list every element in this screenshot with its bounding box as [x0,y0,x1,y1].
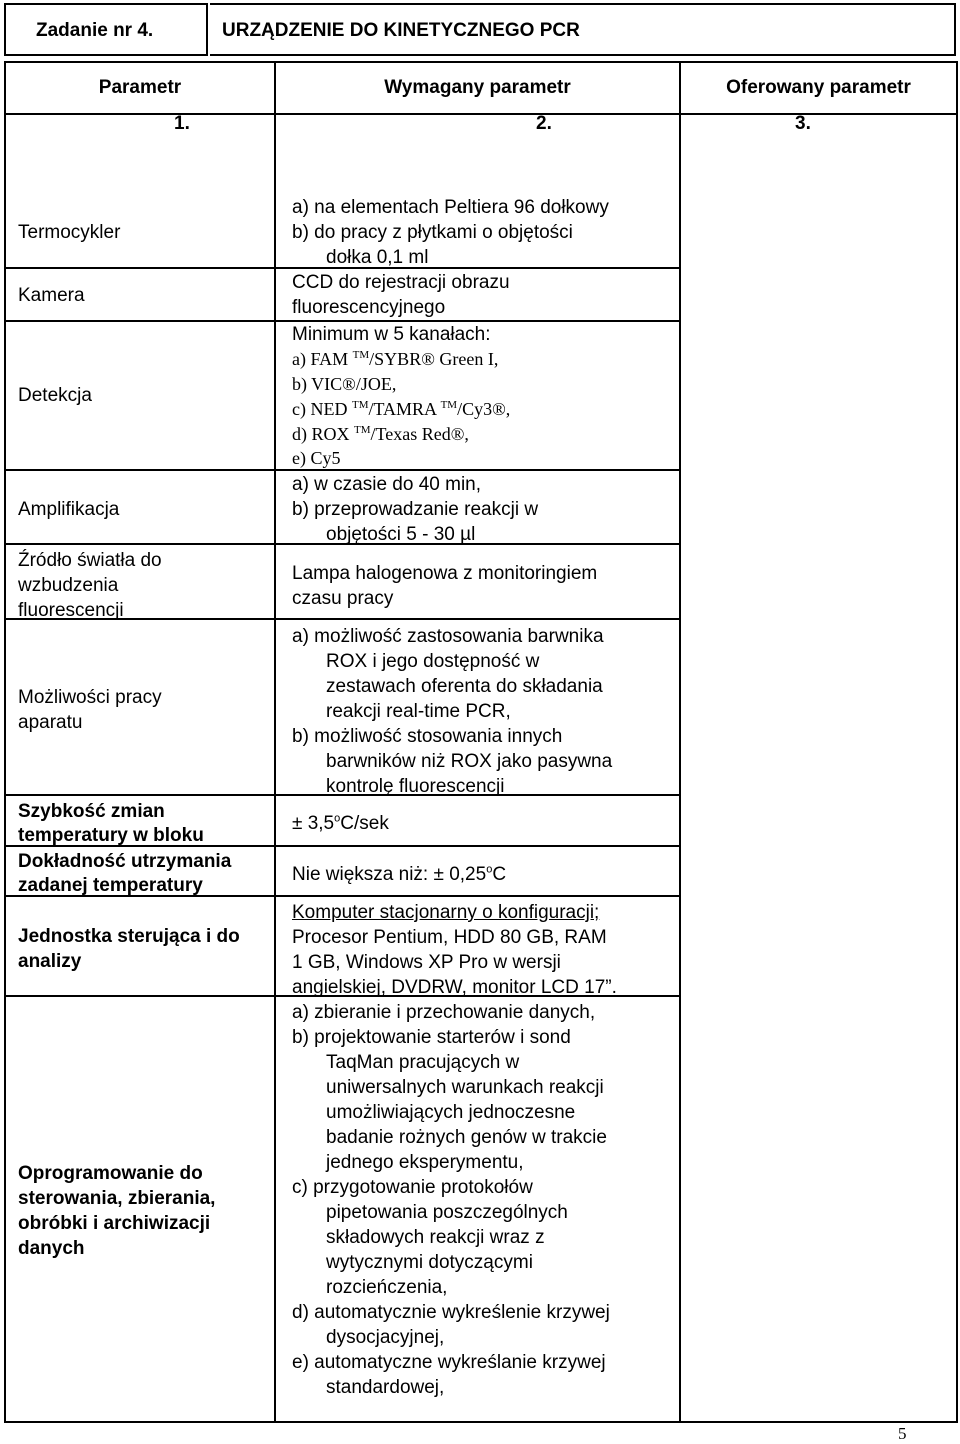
row-divider [276,618,679,620]
label-dokladnosc-1: Dokładność utrzymania [18,851,232,872]
row-divider [6,845,274,847]
page-number: 5 [898,1424,907,1443]
param-column [5,114,275,1422]
oprogramowanie-line-15: e) automatyczne wykreślanie krzywej [292,1352,606,1373]
zrodlo-line-2: czasu pracy [292,588,394,609]
col-param-header: Parametr [5,62,275,114]
row-divider [276,845,679,847]
row-divider [6,543,274,545]
detekcja-channel-e: e) Cy5 [292,448,341,468]
col-offered-header: Oferowany parametr [680,62,957,114]
oprogramowanie-line-10: składowych reakcji wraz z [326,1227,545,1248]
detekcja-channel-d: d) ROX ™/Texas Red®, [292,424,469,444]
row-divider [6,995,274,997]
mozliwosci-line-5: b) możliwość stosowania innych [292,726,563,747]
oprogramowanie-line-4: uniwersalnych warunkach reakcji [326,1077,604,1098]
label-szybkosc-1: Szybkość zmian [18,801,165,822]
kamera-line-2: fluorescencyjnego [292,297,446,318]
label-szybkosc-2: temperatury w bloku [18,825,204,846]
label-zrodlo-1: Źródło światła do [18,550,162,571]
col-number-1: 1. [174,113,190,134]
mozliwosci-line-6: barwników niż ROX jako pasywna [326,751,613,772]
row-divider [6,267,274,269]
amplifikacja-line-1: a) w czasie do 40 min, [292,474,482,495]
jednostka-line-2: 1 GB, Windows XP Pro w wersji [292,952,561,973]
oprogramowanie-line-13: d) automatycznie wykreślenie krzywej [292,1302,610,1323]
detekcja-channel-b: b) VIC®/JOE, [292,374,397,394]
mozliwosci-line-4: reakcji real-time PCR, [326,701,511,722]
dokladnosc-value: Nie większa niż: ± $0,25^oC$ [292,863,507,885]
oprogramowanie-line-9: pipetowania poszczególnych [326,1202,568,1223]
label-oprogramowanie-3: obróbki i archiwizacji [18,1213,211,1234]
oprogramowanie-line-5: umożliwiających jednoczesne [326,1102,576,1123]
label-amplifikacja: Amplifikacja [18,499,120,520]
task-number: Zadanie nr 4. [36,20,154,41]
col-required-header: Wymagany parametr [275,62,680,114]
spec-table [4,61,958,1423]
oprogramowanie-line-16: standardowej, [326,1377,445,1398]
label-oprogramowanie-4: danych [18,1238,85,1259]
detekcja-channel-a: a) FAM ™/SYBR® Green I, [292,349,499,369]
oprogramowanie-line-12: rozcieńczenia, [326,1277,448,1298]
oprogramowanie-line-8: c) przygotowanie protokołów [292,1177,533,1198]
label-dokladnosc-2: zadanej temperatury [18,875,203,896]
label-mozliwosci-2: aparatu [18,712,83,733]
oprogramowanie-line-2: b) projektowanie starterów i sond [292,1027,571,1048]
offered-column [680,114,957,1422]
label-mozliwosci-1: Możliwości pracy [18,687,162,708]
oprogramowanie-line-3: TaqMan pracujących w [326,1052,520,1073]
szybkosc-value: ± $3,5^oC$/sek [292,812,389,834]
jednostka-line-1: Procesor Pentium, HDD 80 GB, RAM [292,927,607,948]
col-number-3: 3. [795,113,811,134]
mozliwosci-line-3: zestawach oferenta do składania [326,676,603,697]
col-number-2: 2. [536,113,552,134]
termocykler-line-3: dołka 0,1 ml [326,247,429,268]
label-detekcja: Detekcja [18,385,92,406]
oprogramowanie-line-7: jednego eksperymentu, [326,1152,524,1173]
task-title-box [210,3,956,56]
oprogramowanie-line-14: dysocjacyjnej, [326,1327,445,1348]
task-title: URZĄDZENIE DO KINETYCZNEGO PCR [222,20,580,41]
task-number-box [4,3,208,56]
jednostka-line-3: angielskiej, DVDRW, monitor LCD 17”. [292,977,617,998]
row-divider [276,794,679,796]
jednostka-heading: Komputer stacjonarny o konfiguracji; [292,902,600,923]
row-divider [6,618,274,620]
termocykler-line-1: a) na elementach Peltiera 96 dołkowy [292,197,609,218]
row-divider [6,794,274,796]
label-jednostka-2: analizy [18,951,82,972]
mozliwosci-line-2: ROX i jego dostępność w [326,651,540,672]
label-oprogramowanie-1: Oprogramowanie do [18,1163,203,1184]
row-divider [6,469,274,471]
row-divider [276,995,679,997]
termocykler-line-2: b) do pracy z płytkami o objętości [292,222,573,243]
row-divider [276,267,679,269]
required-column [275,114,680,1422]
column-header-row [5,62,957,114]
oprogramowanie-line-11: wytycznymi dotyczącymi [326,1252,533,1273]
oprogramowanie-line-1: a) zbieranie i przechowanie danych, [292,1002,596,1023]
row-divider [276,895,679,897]
detekcja-intro: Minimum w 5 kanałach: [292,324,491,345]
label-jednostka-1: Jednostka sterująca i do [18,926,240,947]
mozliwosci-line-7: kontrolę fluorescencji [326,776,505,797]
body-row [5,114,957,1422]
row-divider [276,543,679,545]
label-termocykler: Termocykler [18,222,121,243]
row-divider [6,320,274,322]
amplifikacja-line-2: b) przeprowadzanie reakcji w [292,499,539,520]
row-divider [6,895,274,897]
kamera-line-1: CCD do rejestracji obrazu [292,272,510,293]
label-zrodlo-2: wzbudzenia [18,575,119,596]
mozliwosci-line-1: a) możliwość zastosowania barwnika [292,626,604,647]
oprogramowanie-line-6: badanie rożnych genów w trakcie [326,1127,607,1148]
amplifikacja-line-3: objętości 5 - 30 µl [326,524,476,545]
label-oprogramowanie-2: sterowania, zbierania, [18,1188,216,1209]
label-kamera: Kamera [18,285,85,306]
row-divider [276,469,679,471]
detekcja-channel-c: c) NED ™/TAMRA ™/Cy3®, [292,399,511,419]
label-zrodlo-3: fluorescencji [18,600,124,621]
zrodlo-line-1: Lampa halogenowa z monitoringiem [292,563,598,584]
